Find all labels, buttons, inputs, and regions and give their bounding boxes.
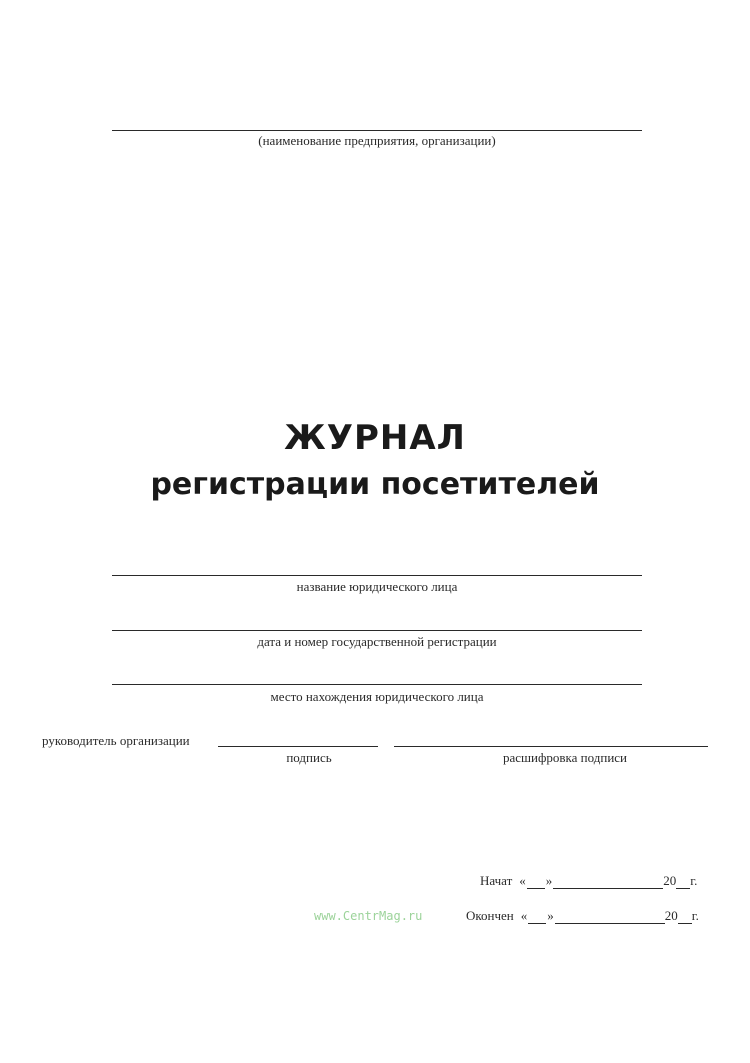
end-year-suffix: г. — [691, 908, 699, 923]
signature-caption: подпись — [286, 750, 332, 765]
close-quote: » — [547, 908, 554, 923]
start-date-label: Начат — [480, 873, 513, 888]
end-year-prefix: 20 — [664, 908, 678, 923]
end-day-blank — [528, 909, 546, 924]
watermark: www.CentrMag.ru — [314, 909, 423, 923]
head-of-organization-label: руководитель организации — [42, 733, 190, 748]
legal-entity-caption: название юридического лица — [296, 579, 458, 594]
signature-decode-line — [394, 746, 708, 747]
start-year-suffix: г. — [690, 873, 698, 888]
end-date-row — [466, 908, 699, 924]
start-day-blank — [527, 874, 545, 889]
close-quote: » — [545, 873, 553, 888]
start-year-prefix: 20 — [663, 873, 677, 888]
start-month-blank — [553, 874, 663, 889]
legal-entity-line — [112, 575, 642, 576]
location-line — [112, 684, 642, 685]
open-quote: « — [520, 908, 528, 923]
organization-caption: (наименование предприятия, организации) — [258, 133, 496, 148]
open-quote: « — [519, 873, 526, 888]
organization-name-line — [112, 130, 642, 131]
start-year-blank — [676, 874, 690, 889]
journal-title: ЖУРНАЛ — [284, 418, 466, 458]
start-date-row — [480, 873, 697, 889]
signature-line — [218, 746, 378, 747]
end-year-blank — [678, 909, 692, 924]
location-caption: место нахождения юридического лица — [270, 689, 484, 704]
signature-decode-caption: расшифровка подписи — [502, 750, 628, 765]
end-month-blank — [555, 909, 665, 924]
end-date-label: Окончен — [466, 908, 514, 923]
journal-subtitle: регистрации посетителей — [150, 467, 600, 502]
registration-line — [112, 630, 642, 631]
registration-caption: дата и номер государственной регистрации — [257, 634, 497, 649]
